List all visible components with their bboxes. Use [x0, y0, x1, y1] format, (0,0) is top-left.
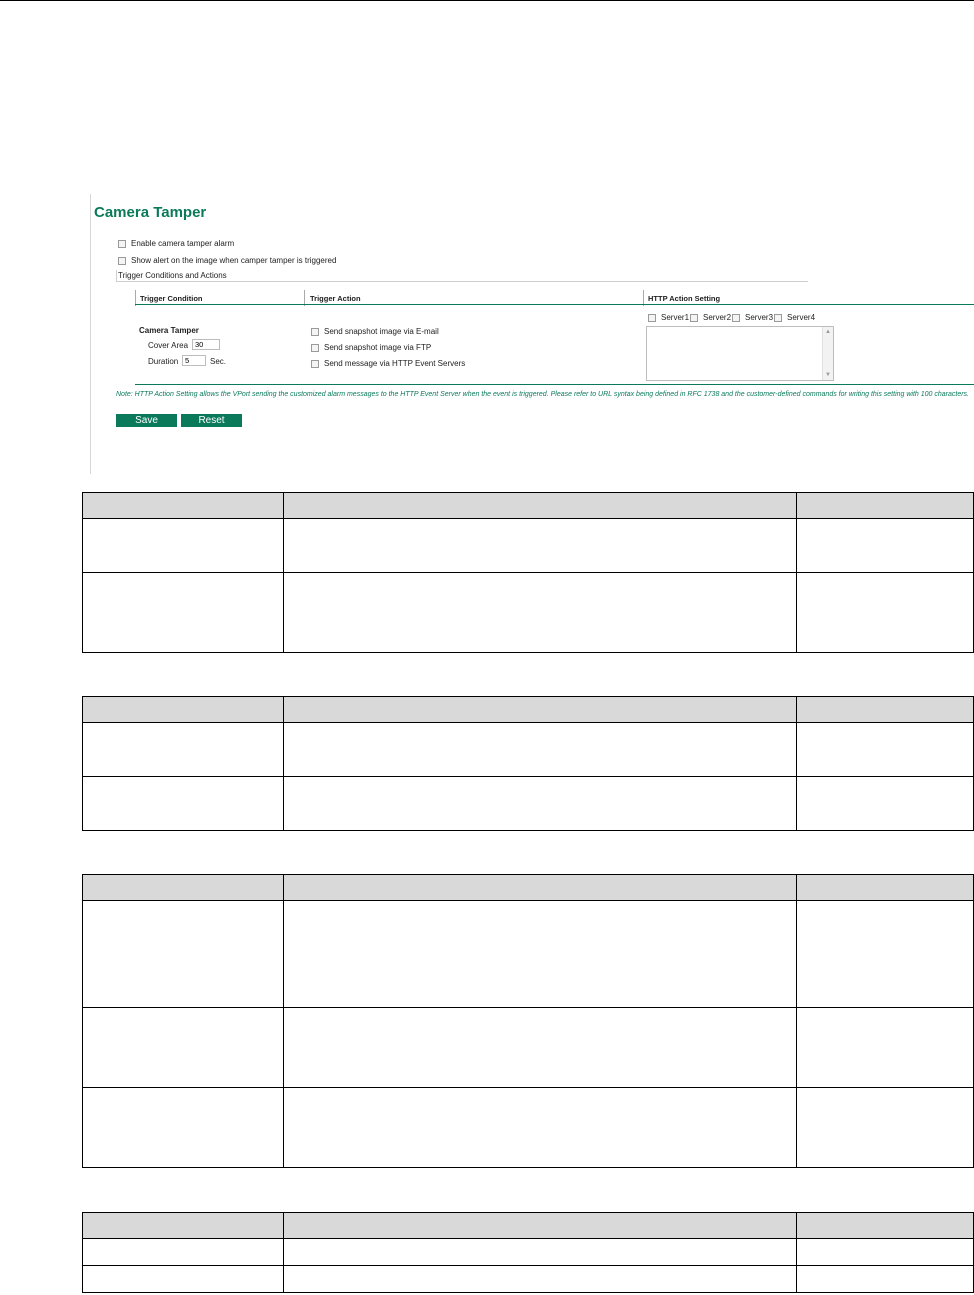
table-header-row [83, 875, 974, 901]
table-row [83, 1266, 974, 1293]
cover-area-label: Cover Area [148, 341, 189, 350]
page-title: Camera Tamper [94, 204, 207, 221]
show-alert-checkbox[interactable] [118, 257, 126, 265]
table-cell [83, 519, 284, 573]
server3-option[interactable] [732, 313, 773, 322]
save-button[interactable]: Save [116, 414, 177, 427]
column-header-http-action: HTTP Action Setting [648, 294, 721, 303]
table-cell [797, 1239, 974, 1266]
server1-checkbox[interactable] [648, 314, 656, 322]
table-row [83, 1239, 974, 1266]
server2-label: Server2 [703, 313, 732, 322]
table-row [83, 1088, 974, 1168]
table-cell [797, 1088, 974, 1168]
header-cell [83, 697, 284, 723]
server1-option[interactable] [648, 313, 689, 322]
table-cell [284, 777, 797, 831]
column-header-trigger-action: Trigger Action [310, 294, 361, 303]
table-row [83, 723, 974, 777]
header-cell [797, 697, 974, 723]
table-cell [83, 1008, 284, 1088]
show-alert-option[interactable] [118, 256, 336, 265]
header-cell [284, 875, 797, 901]
table-cell [83, 1239, 284, 1266]
table-header-row [83, 493, 974, 519]
http-textarea-scrollbar[interactable] [822, 327, 833, 380]
server1-label: Server1 [661, 313, 690, 322]
table-cell [83, 723, 284, 777]
screenshot-left-edge [90, 194, 91, 474]
http-action-textarea[interactable] [646, 326, 834, 381]
action-http-option[interactable] [311, 359, 465, 368]
server4-checkbox[interactable] [774, 314, 782, 322]
table-row [83, 519, 974, 573]
duration-input[interactable] [182, 355, 206, 366]
cover-area-input[interactable] [192, 339, 220, 350]
section-bottom-line [135, 384, 974, 385]
table-cell [797, 519, 974, 573]
header-cell [83, 875, 284, 901]
action-http-label: Send message via HTTP Event Servers [324, 359, 466, 368]
header-cell [284, 697, 797, 723]
table-cell [83, 573, 284, 653]
action-ftp-option[interactable] [311, 343, 431, 352]
server4-option[interactable] [774, 313, 815, 322]
header-cell [284, 493, 797, 519]
table-cell [83, 777, 284, 831]
table-row [83, 573, 974, 653]
action-http-checkbox[interactable] [311, 360, 319, 368]
table-cell [284, 901, 797, 1008]
server2-checkbox[interactable] [690, 314, 698, 322]
table-cell [284, 1266, 797, 1293]
section-label: Trigger Conditions and Actions [118, 271, 227, 280]
table-cell [797, 901, 974, 1008]
action-ftp-label: Send snapshot image via FTP [324, 343, 432, 352]
table-cell [797, 573, 974, 653]
action-email-checkbox[interactable] [311, 328, 319, 336]
action-email-label: Send snapshot image via E-mail [324, 327, 439, 336]
duration-label: Duration [148, 357, 179, 366]
parameter-table-3 [82, 874, 974, 1168]
table-row [83, 901, 974, 1008]
table-cell [284, 1239, 797, 1266]
table-row [83, 777, 974, 831]
table-cell [797, 1266, 974, 1293]
table-cell [83, 901, 284, 1008]
action-ftp-checkbox[interactable] [311, 344, 319, 352]
scroll-up-icon[interactable]: ▲ [825, 329, 831, 335]
table-header-row [83, 697, 974, 723]
table-cell [284, 519, 797, 573]
enable-tamper-alarm-option[interactable] [118, 239, 234, 248]
page-top-rule [0, 0, 974, 1]
header-cell [797, 493, 974, 519]
parameter-table-1 [82, 492, 974, 653]
header-cell [797, 1213, 974, 1239]
table-cell [83, 1088, 284, 1168]
server3-checkbox[interactable] [732, 314, 740, 322]
header-cell [83, 493, 284, 519]
reset-button[interactable]: Reset [181, 414, 242, 427]
scroll-down-icon[interactable]: ▼ [825, 372, 831, 378]
parameter-table-4 [82, 1212, 974, 1293]
header-cell [797, 875, 974, 901]
header-cell [83, 1213, 284, 1239]
enable-tamper-alarm-checkbox[interactable] [118, 240, 126, 248]
parameter-table-2 [82, 696, 974, 831]
enable-tamper-alarm-label: Enable camera tamper alarm [131, 239, 235, 248]
table-cell [284, 1088, 797, 1168]
table-row [83, 1008, 974, 1088]
table-cell [797, 723, 974, 777]
table-cell [797, 777, 974, 831]
header-cell [284, 1213, 797, 1239]
table-cell [83, 1266, 284, 1293]
table-header-row [83, 1213, 974, 1239]
table-cell [797, 1008, 974, 1088]
table-cell [284, 723, 797, 777]
table-cell [284, 573, 797, 653]
condition-title: Camera Tamper [139, 326, 199, 335]
server4-label: Server4 [787, 313, 816, 322]
duration-unit: Sec. [210, 357, 227, 366]
table-cell [284, 1008, 797, 1088]
column-header-trigger-condition: Trigger Condition [140, 294, 203, 303]
server3-label: Server3 [745, 313, 774, 322]
header-underline [135, 304, 974, 305]
action-email-option[interactable] [311, 327, 439, 336]
show-alert-label: Show alert on the image when camper tamper is triggered [131, 256, 337, 265]
section-divider [116, 281, 808, 282]
server2-option[interactable] [690, 313, 731, 322]
http-note: Note: HTTP Action Setting allows the VPort sending the customized alarm messages to the HTTP Event Server when the event is triggered. Please refer to URL syntax being defined in RFC 1738 and the customer-defined commands for writing this setting with 100 characters. [116, 391, 969, 398]
